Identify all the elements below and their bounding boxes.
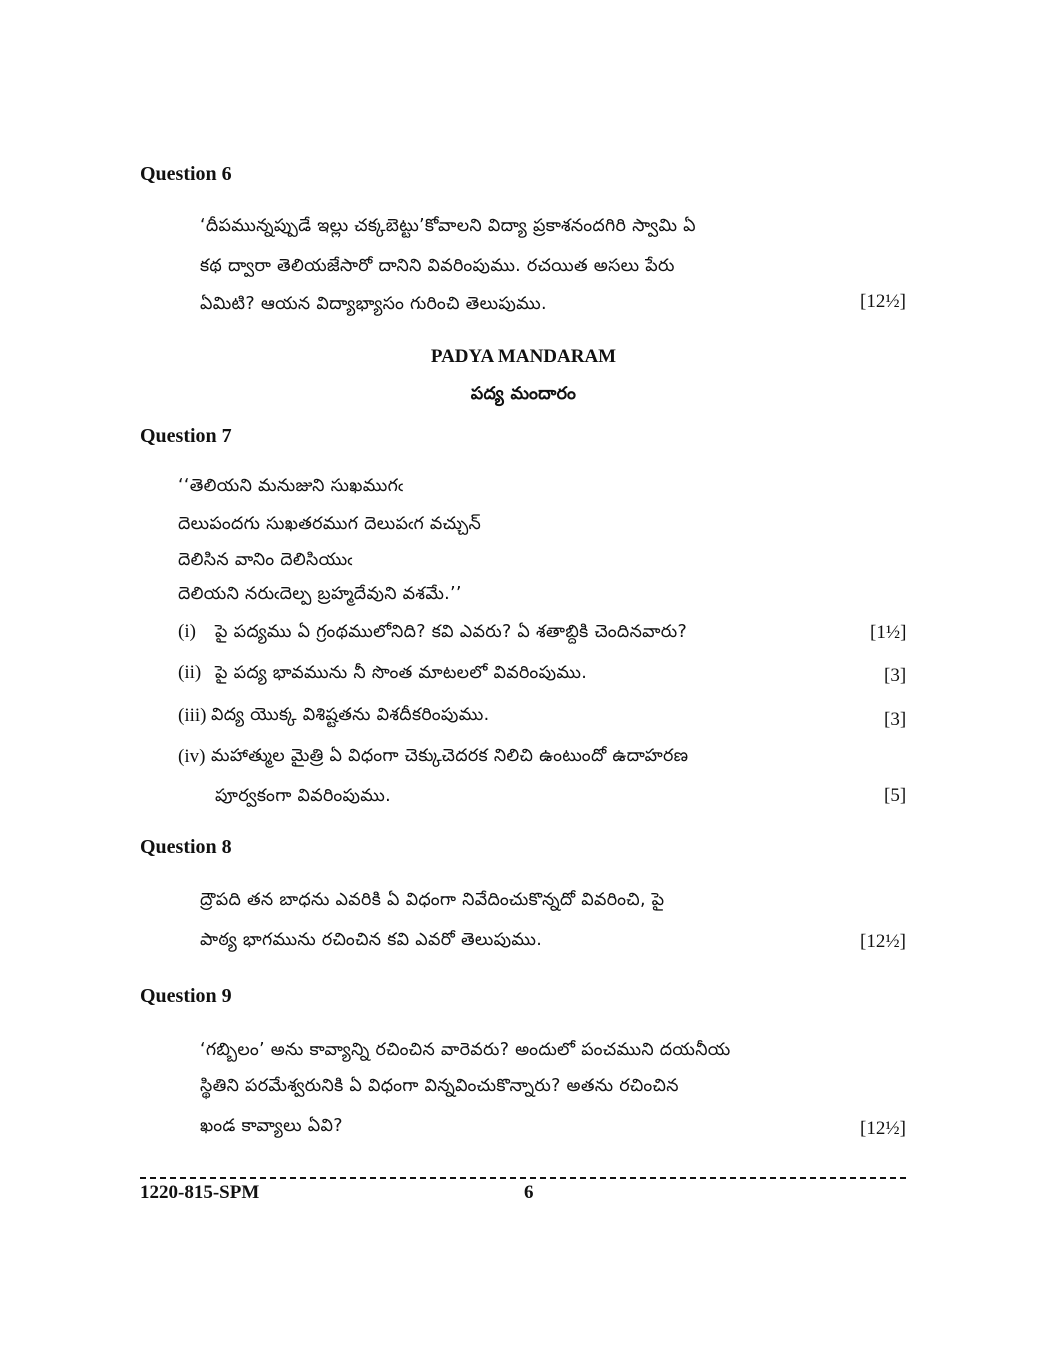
question-6-marks: [12½] <box>860 291 906 312</box>
question-8-marks: [12½] <box>860 931 906 952</box>
question-6-line-3: ఏమిటి? ఆయన విద్యాభ్యాసం గురించి తెలుపుము. <box>200 294 547 314</box>
question-9-heading: Question 9 <box>140 985 232 1007</box>
item-iv-marks: [5] <box>884 785 907 806</box>
question-9-line-2: స్థితిని పరమేశ్వరునికి ఏ విధంగా విన్నవించుకొన్నారు? అతను రచించిన <box>200 1076 679 1096</box>
item-i-label: (i) <box>178 621 196 642</box>
question-8-line-2: పాఠ్య భాగమును రచించిన కవి ఎవరో తెలుపుము. <box>200 930 543 950</box>
question-6-heading: Question 6 <box>140 163 232 185</box>
question-7-heading: Question 7 <box>140 425 232 447</box>
item-iii-text: విద్య యొక్క విశిష్టతను విశదీకరింపుము. <box>211 705 490 725</box>
footer-page-number: 6 <box>524 1182 534 1203</box>
footer-dashed-rule <box>140 1177 906 1179</box>
item-i-text: పై పద్యము ఏ గ్రంథములోనిది? కవి ఎవరు? ఏ శతాబ్దికి చెందినవారు? <box>215 622 688 642</box>
poem-line-1: ‘‘తెలియని మనుజుని సుఖముగఁ <box>178 476 404 496</box>
item-i-marks: [1½] <box>870 622 907 643</box>
item-iv-text-continued: పూర్వకంగా వివరింపుము. <box>215 786 392 806</box>
question-9-line-1: ‘గబ్బిలం’ అను కావ్యాన్ని రచించిన వారెవరు? అందులో పంచముని దయనీయ <box>200 1040 731 1060</box>
item-ii-label: (ii) <box>178 662 202 683</box>
item-ii-marks: [3] <box>884 665 907 686</box>
poem-line-4: దెలియని నరుఁదెల్ప బ్రహ్మదేవుని వశమే.’’ <box>178 584 462 604</box>
question-6-line-1: ‘దీపమున్నప్పుడే ఇల్లు చక్కబెట్టు’కోవాలని విద్యా ప్రకాశనందగిరి స్వామి ఏ <box>200 216 696 236</box>
question-9-line-3: ఖండ కావ్యాలు ఏవి? <box>200 1116 343 1136</box>
question-8-heading: Question 8 <box>140 836 232 858</box>
question-8-line-1: ద్రౌపది తన బాధను ఎవరికి ఏ విధంగా నివేదించుకొన్నదో వివరించి, పై <box>200 890 665 910</box>
item-ii-text: పై పద్య భావమును నీ సొంత మాటలలో వివరింపుము. <box>215 663 588 683</box>
section-title: PADYA MANDARAM <box>430 346 617 367</box>
item-iii-label: (iii) <box>178 705 207 726</box>
footer-paper-code: 1220-815-SPM <box>140 1182 260 1203</box>
item-iv-text: మహాత్ముల మైత్రి ఏ విధంగా చెక్కుచెదరక నిలిచి ఉంటుందో ఉదాహరణ <box>211 746 689 766</box>
question-9-marks: [12½] <box>860 1118 906 1139</box>
poem-line-3: దెలిసిన వానిం దెలిసియుఁ <box>178 550 353 570</box>
item-iv-label: (iv) <box>178 746 206 767</box>
section-subtitle: పద్య మందారం <box>470 384 577 404</box>
item-iii-marks: [3] <box>884 709 907 730</box>
question-6-line-2: కథ ద్వారా తెలియజేసారో దానిని వివరింపుము. రచయిత అసలు పేరు <box>200 256 675 276</box>
poem-line-2: దెలుపందగు సుఖతరముగ దెలుపఁగ వచ్చున్ <box>178 514 482 534</box>
